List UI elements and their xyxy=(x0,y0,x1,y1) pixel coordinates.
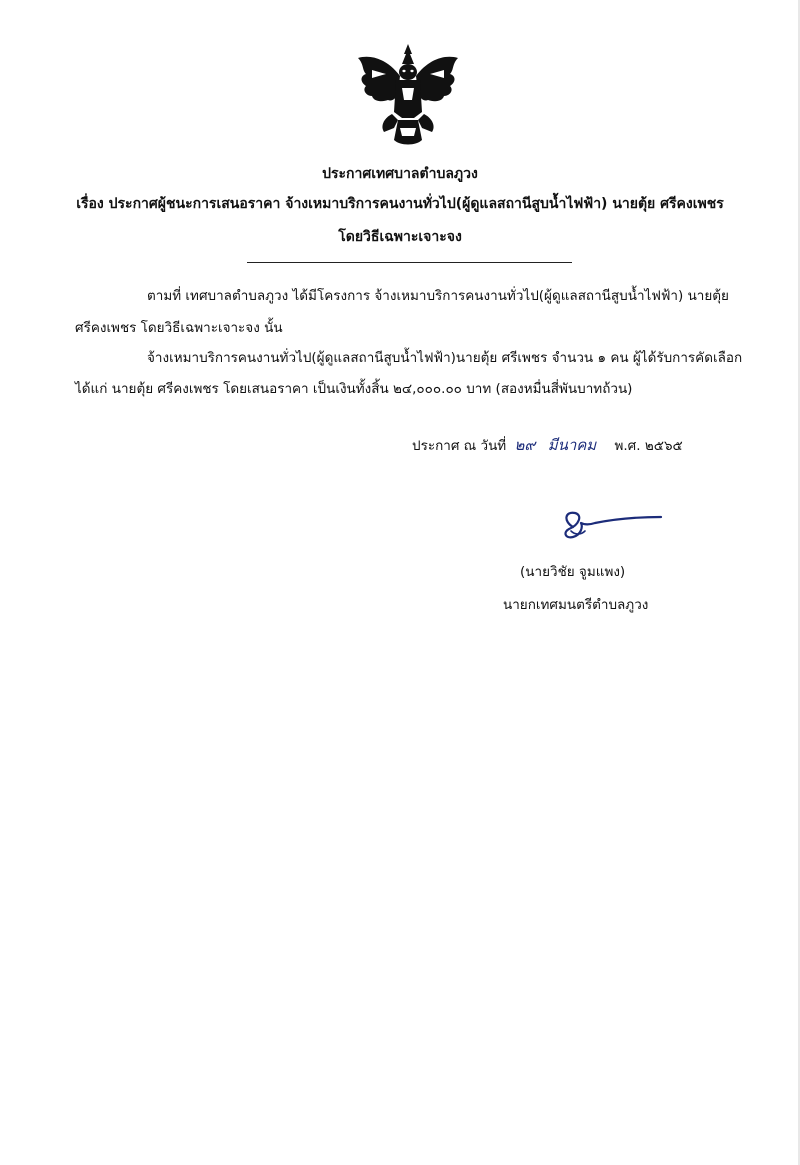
handwritten-month: มีนาคม xyxy=(547,436,597,454)
date-prefix: ประกาศ ณ วันที่ xyxy=(412,438,507,454)
handwritten-day: ๒๙ xyxy=(514,436,536,454)
announcement-date-line xyxy=(412,433,683,457)
header-divider xyxy=(247,262,572,263)
signer-name: (นายวิชัย จูมแพง) xyxy=(520,564,626,580)
garuda-emblem-icon xyxy=(352,40,464,152)
body-paragraph-2-line-1: จ้างเหมาบริการคนงานทั่วไป(ผู้ดูแลสถานีสูบน้ำไฟฟ้า)นายตุ้ย ศรีเพชร จำนวน ๑ คน ผู้ได้รับการคัดเลือก xyxy=(147,350,743,366)
year-value: ๒๕๖๕ xyxy=(644,438,683,454)
body-paragraph-1-line-1: ตามที่ เทศบาลตำบลภูวง ได้มีโครงการ จ้างเหมาบริการคนงานทั่วไป(ผู้ดูแลสถานีสูบน้ำไฟฟ้า) นายตุ้ย xyxy=(147,288,729,304)
body-paragraph-2-line-2: ได้แก่ นายตุ้ย ศรีคงเพชร โดยเสนอราคา เป็นเงินทั้งสิ้น ๒๔,๐๐๐.๐๐ บาท (สองหมื่นสี่พันบาทถ้วน) xyxy=(75,381,633,397)
year-prefix: พ.ศ. xyxy=(614,438,641,454)
body-paragraph-1-line-2: ศรีคงเพชร โดยวิธีเฉพาะเจาะจง นั้น xyxy=(75,320,283,336)
document-subject: เรื่อง ประกาศผู้ชนะการเสนอราคา จ้างเหมาบริการคนงานทั่วไป(ผู้ดูแลสถานีสูบน้ำไฟฟ้า) นายตุ้ย ศรีคงเพชร xyxy=(76,196,724,212)
document-org-title: ประกาศเทศบาลตำบลภูวง xyxy=(322,166,478,182)
document-method: โดยวิธีเฉพาะเจาะจง xyxy=(338,229,462,245)
signer-title: นายกเทศมนตรีตำบลภูวง xyxy=(503,597,649,613)
handwritten-signature xyxy=(555,505,665,545)
